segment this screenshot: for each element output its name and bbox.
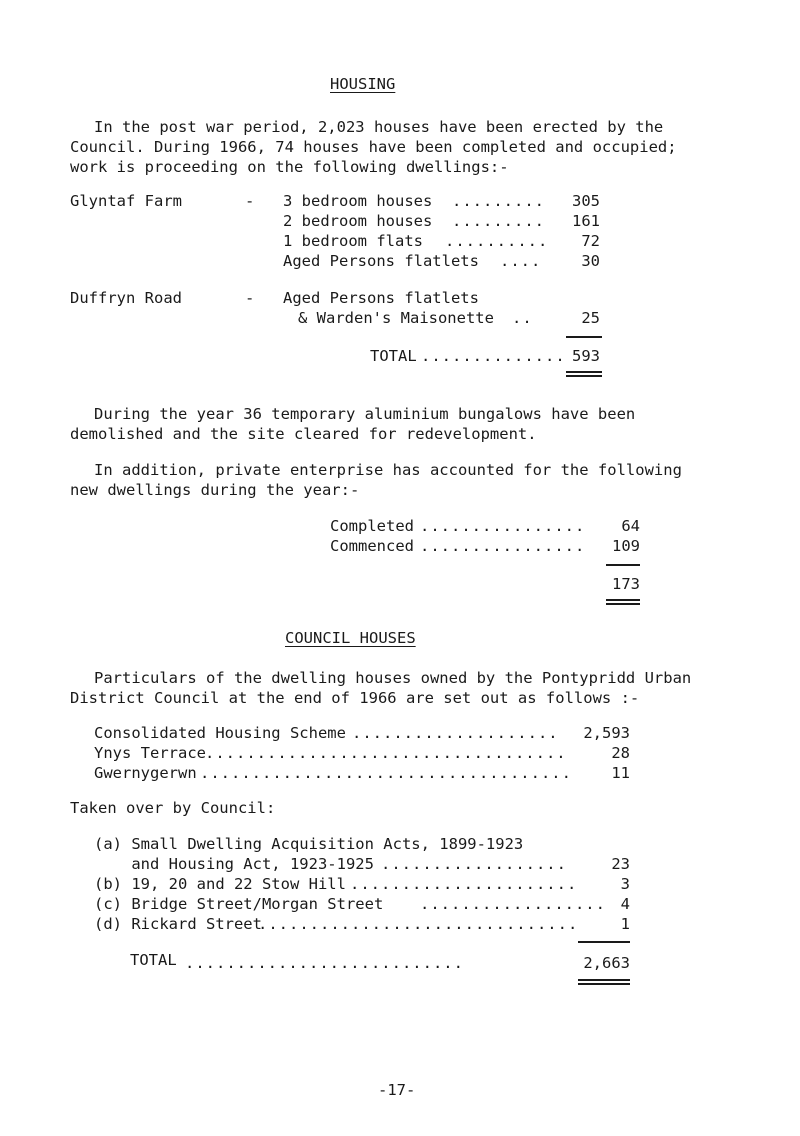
site-name-duffryn: Duffryn Road xyxy=(70,289,182,307)
leader-dots: ................................... xyxy=(205,744,567,762)
site-dash: - xyxy=(245,289,255,307)
total-double-rule xyxy=(566,375,602,377)
site-row-label: Aged Persons flatlets xyxy=(283,252,479,270)
para2-line-1: During the year 36 temporary aluminium bungalows have been xyxy=(94,405,636,423)
site-row-label: & Warden's Maisonette xyxy=(298,309,494,327)
page-number: -17- xyxy=(378,1081,416,1099)
council-houses-heading: COUNCIL HOUSES xyxy=(285,629,416,647)
site-row-label: 2 bedroom houses xyxy=(283,212,433,230)
total-label: TOTAL xyxy=(130,951,177,969)
para4-line-2: District Council at the end of 1966 are set out as follows :- xyxy=(70,689,640,707)
leader-dots: .............. xyxy=(421,347,566,365)
acquired-label: and Housing Act, 1923-1925 xyxy=(94,855,374,873)
leader-dots: ......... xyxy=(452,192,545,210)
intro-line-3: work is proceeding on the following dwellings:- xyxy=(70,158,509,176)
private-total: 173 xyxy=(612,575,640,593)
intro-line-1: In the post war period, 2,023 houses have been erected by the xyxy=(94,118,664,136)
total-value: 2,663 xyxy=(583,954,630,972)
leader-dots: .................................... xyxy=(200,764,572,782)
site-row-label: Aged Persons flatlets xyxy=(283,289,479,307)
total-double-rule xyxy=(606,603,640,605)
leader-dots: ........................... xyxy=(185,954,464,972)
scheme-value: 28 xyxy=(611,744,630,762)
site-row-value: 305 xyxy=(572,192,600,210)
para2-line-2: demolished and the site cleared for redevelopment. xyxy=(70,425,537,443)
total-double-rule xyxy=(566,371,602,373)
total-label: TOTAL xyxy=(370,347,417,365)
scheme-label: Consolidated Housing Scheme xyxy=(94,724,346,742)
leader-dots: ...................... xyxy=(350,875,578,893)
acquired-value: 1 xyxy=(620,915,630,933)
subtotal-rule xyxy=(566,336,602,338)
scheme-label: Ynys Terrace xyxy=(94,744,206,762)
leader-dots: ................ xyxy=(420,517,586,535)
private-value: 64 xyxy=(621,517,640,535)
intro-line-2: Council. During 1966, 74 houses have been completed and occupied; xyxy=(70,138,677,156)
leader-dots: .. xyxy=(512,309,533,327)
scheme-value: 11 xyxy=(611,764,630,782)
private-label: Commenced xyxy=(330,537,414,555)
scheme-value: 2,593 xyxy=(583,724,630,742)
para3-line-2: new dwellings during the year:- xyxy=(70,481,360,499)
leader-dots: ......... xyxy=(452,212,545,230)
total-value: 593 xyxy=(572,347,600,365)
site-row-value: 161 xyxy=(572,212,600,230)
subtotal-rule xyxy=(578,941,630,943)
acquired-label: (b) 19, 20 and 22 Stow Hill xyxy=(94,875,346,893)
leader-dots: ............................... xyxy=(258,915,579,933)
scheme-label: Gwernygerwn xyxy=(94,764,197,782)
leader-dots: .................. xyxy=(381,855,567,873)
site-name-glyntaf: Glyntaf Farm xyxy=(70,192,182,210)
site-row-label: 1 bedroom flats xyxy=(283,232,423,250)
total-double-rule xyxy=(606,599,640,601)
taken-over-label: Taken over by Council: xyxy=(70,799,276,817)
site-dash: - xyxy=(245,192,255,210)
site-row-value: 30 xyxy=(581,252,600,270)
site-row-label: 3 bedroom houses xyxy=(283,192,433,210)
leader-dots: .......... xyxy=(445,232,549,250)
site-row-value: 72 xyxy=(581,232,600,250)
private-value: 109 xyxy=(612,537,640,555)
acquired-value: 23 xyxy=(611,855,630,873)
acquired-value: 3 xyxy=(620,875,630,893)
para4-line-1: Particulars of the dwelling houses owned by the Pontypridd Urban xyxy=(94,669,692,687)
leader-dots: .... xyxy=(500,252,542,270)
para3-line-1: In addition, private enterprise has accounted for the following xyxy=(94,461,682,479)
leader-dots: .................. xyxy=(420,895,606,913)
page-heading: HOUSING xyxy=(330,75,396,93)
total-double-rule xyxy=(578,979,630,981)
acquired-value: 4 xyxy=(620,895,630,913)
acquired-label: (a) Small Dwelling Acquisition Acts, 1899-1923 xyxy=(94,835,524,853)
acquired-label: (c) Bridge Street/Morgan Street xyxy=(94,895,384,913)
subtotal-rule xyxy=(606,564,640,566)
private-label: Completed xyxy=(330,517,414,535)
leader-dots: ................ xyxy=(420,537,586,555)
site-row-value: 25 xyxy=(581,309,600,327)
leader-dots: .................... xyxy=(352,724,559,742)
total-double-rule xyxy=(578,983,630,985)
acquired-label: (d) Rickard Street xyxy=(94,915,262,933)
